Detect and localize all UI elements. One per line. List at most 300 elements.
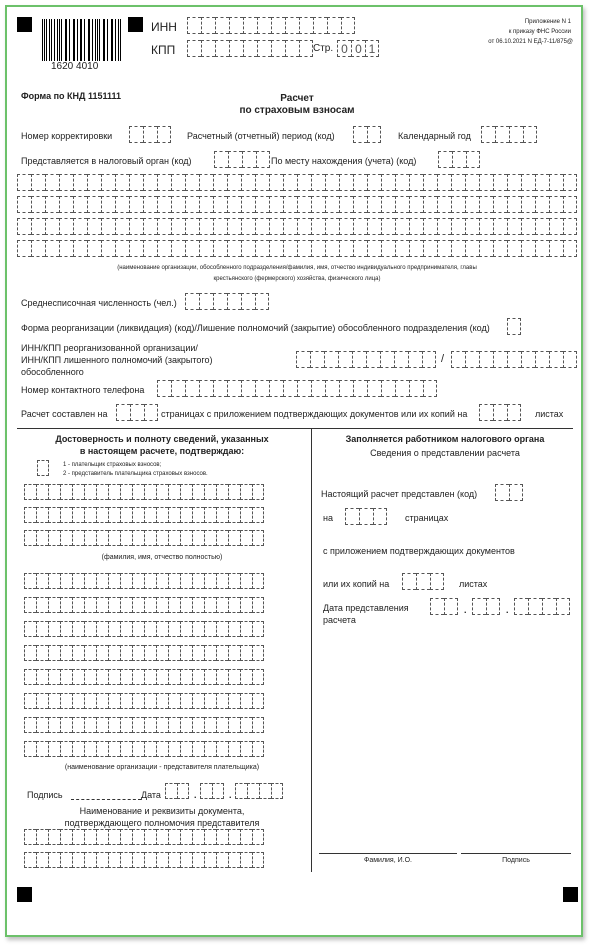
headcount-cells[interactable] (185, 293, 269, 310)
input-cell[interactable] (240, 693, 252, 709)
input-cell[interactable] (87, 240, 101, 257)
input-cell[interactable] (216, 669, 228, 685)
input-cell[interactable] (101, 218, 115, 235)
input-cell[interactable] (132, 530, 144, 546)
input-cell[interactable] (130, 404, 144, 421)
input-cell[interactable] (108, 597, 120, 613)
input-cell[interactable] (509, 126, 523, 143)
input-cell[interactable] (339, 240, 353, 257)
input-cell[interactable] (60, 645, 72, 661)
input-cell[interactable] (59, 218, 73, 235)
input-cell[interactable] (408, 351, 422, 368)
input-cell[interactable] (180, 573, 192, 589)
input-cell[interactable] (269, 218, 283, 235)
input-cell[interactable] (204, 597, 216, 613)
input-cell[interactable] (84, 597, 96, 613)
input-cell[interactable] (87, 196, 101, 213)
input-cell[interactable] (156, 829, 168, 845)
input-cell[interactable] (283, 196, 297, 213)
input-cell[interactable] (168, 507, 180, 523)
input-cell[interactable] (108, 693, 120, 709)
input-cell[interactable] (45, 218, 59, 235)
input-cell[interactable] (36, 530, 48, 546)
input-cell[interactable] (269, 380, 283, 397)
input-cell[interactable] (180, 741, 192, 757)
input-cell[interactable] (216, 693, 228, 709)
page-number-cells[interactable] (337, 40, 379, 57)
copies-sheets-cells[interactable] (402, 573, 444, 590)
input-cell[interactable] (423, 196, 437, 213)
input-cell[interactable] (24, 717, 36, 733)
input-cell[interactable] (120, 717, 132, 733)
input-cell[interactable] (240, 669, 252, 685)
input-cell[interactable] (216, 530, 228, 546)
input-cell[interactable] (48, 829, 60, 845)
input-cell[interactable] (129, 126, 143, 143)
input-cell[interactable] (437, 218, 451, 235)
input-cell[interactable] (367, 218, 381, 235)
input-cell[interactable] (240, 507, 252, 523)
input-cell[interactable] (60, 717, 72, 733)
input-cell[interactable] (17, 196, 31, 213)
input-cell[interactable] (185, 380, 199, 397)
input-cell[interactable] (228, 693, 240, 709)
input-cell[interactable] (271, 17, 285, 34)
input-cell[interactable] (395, 196, 409, 213)
input-cell[interactable] (115, 174, 129, 191)
input-cell[interactable] (325, 196, 339, 213)
input-cell[interactable] (24, 484, 36, 500)
input-cell[interactable] (156, 597, 168, 613)
input-cell[interactable] (339, 196, 353, 213)
input-cell[interactable] (36, 484, 48, 500)
input-cell[interactable] (252, 829, 264, 845)
input-cell[interactable] (115, 218, 129, 235)
input-cell[interactable] (296, 351, 310, 368)
input-cell[interactable] (180, 829, 192, 845)
input-cell[interactable] (409, 196, 423, 213)
input-cell[interactable] (36, 597, 48, 613)
input-cell[interactable] (156, 573, 168, 589)
input-cell[interactable] (156, 693, 168, 709)
input-cell[interactable] (353, 174, 367, 191)
input-cell[interactable] (156, 507, 168, 523)
input-cell[interactable] (36, 852, 48, 868)
input-cell[interactable] (240, 717, 252, 733)
input-cell[interactable] (269, 174, 283, 191)
input-cell[interactable] (132, 573, 144, 589)
input-cell[interactable] (255, 196, 269, 213)
input-cell[interactable] (24, 669, 36, 685)
input-cell[interactable] (157, 196, 171, 213)
input-cell[interactable] (327, 17, 341, 34)
input-cell[interactable] (535, 174, 549, 191)
input-cell[interactable] (199, 380, 213, 397)
input-cell[interactable] (285, 17, 299, 34)
input-cell[interactable] (297, 240, 311, 257)
input-cell[interactable] (192, 507, 204, 523)
input-cell[interactable] (213, 196, 227, 213)
input-cell[interactable] (72, 693, 84, 709)
input-cell[interactable] (367, 380, 381, 397)
input-cell[interactable] (24, 741, 36, 757)
input-cell[interactable] (204, 693, 216, 709)
input-cell[interactable] (240, 829, 252, 845)
input-cell[interactable] (409, 218, 423, 235)
input-cell[interactable] (72, 717, 84, 733)
org-name-row-3[interactable] (17, 218, 577, 235)
input-cell[interactable] (465, 351, 479, 368)
input-cell[interactable] (215, 40, 229, 57)
input-cell[interactable] (60, 829, 72, 845)
input-cell[interactable] (556, 598, 570, 615)
input-cell[interactable] (493, 174, 507, 191)
input-cell[interactable] (256, 151, 270, 168)
input-cell[interactable] (493, 218, 507, 235)
input-cell[interactable] (204, 484, 216, 500)
input-cell[interactable] (257, 40, 271, 57)
attachment-pages-cells[interactable] (479, 404, 521, 421)
input-cell[interactable] (228, 507, 240, 523)
input-cell[interactable] (339, 380, 353, 397)
input-cell[interactable] (132, 741, 144, 757)
input-cell[interactable] (36, 741, 48, 757)
input-cell[interactable] (72, 829, 84, 845)
input-cell[interactable] (73, 240, 87, 257)
input-cell[interactable] (252, 621, 264, 637)
input-cell[interactable] (216, 597, 228, 613)
input-cell[interactable] (227, 196, 241, 213)
input-cell[interactable] (359, 508, 373, 525)
input-cell[interactable] (108, 573, 120, 589)
input-cell[interactable] (73, 218, 87, 235)
input-cell[interactable] (192, 693, 204, 709)
input-cell[interactable] (216, 621, 228, 637)
input-cell[interactable] (416, 573, 430, 590)
input-cell[interactable] (252, 507, 264, 523)
input-cell[interactable] (192, 669, 204, 685)
input-cell[interactable] (215, 17, 229, 34)
input-cell[interactable] (204, 829, 216, 845)
input-cell[interactable] (84, 852, 96, 868)
input-cell[interactable] (84, 530, 96, 546)
input-cell[interactable] (48, 693, 60, 709)
input-cell[interactable] (325, 380, 339, 397)
input-cell[interactable] (311, 174, 325, 191)
input-cell[interactable] (213, 174, 227, 191)
input-cell[interactable] (409, 240, 423, 257)
input-cell[interactable] (120, 645, 132, 661)
input-cell[interactable] (481, 126, 495, 143)
input-cell[interactable] (241, 218, 255, 235)
input-cell[interactable] (563, 218, 577, 235)
input-cell[interactable] (59, 240, 73, 257)
input-cell[interactable] (228, 484, 240, 500)
input-cell[interactable] (165, 783, 177, 799)
input-cell[interactable] (423, 218, 437, 235)
input-cell[interactable] (549, 196, 563, 213)
input-cell[interactable] (192, 741, 204, 757)
input-cell[interactable] (168, 717, 180, 733)
input-cell[interactable] (228, 597, 240, 613)
input-cell[interactable] (45, 174, 59, 191)
input-cell[interactable] (493, 404, 507, 421)
input-cell[interactable] (96, 597, 108, 613)
input-cell[interactable] (60, 573, 72, 589)
input-cell[interactable] (240, 530, 252, 546)
input-cell[interactable] (229, 40, 243, 57)
input-cell[interactable] (84, 669, 96, 685)
input-cell[interactable] (240, 597, 252, 613)
input-cell[interactable] (228, 645, 240, 661)
input-cell[interactable] (120, 573, 132, 589)
input-cell[interactable] (120, 741, 132, 757)
input-cell[interactable] (228, 852, 240, 868)
input-cell[interactable] (180, 693, 192, 709)
input-cell[interactable] (72, 484, 84, 500)
input-cell[interactable] (199, 240, 213, 257)
input-cell[interactable] (479, 196, 493, 213)
input-cell[interactable] (451, 240, 465, 257)
input-cell[interactable] (156, 852, 168, 868)
input-cell[interactable] (24, 829, 36, 845)
input-cell[interactable] (157, 218, 171, 235)
input-cell[interactable] (180, 484, 192, 500)
input-cell[interactable] (341, 17, 355, 34)
kpp-cells[interactable] (187, 40, 313, 57)
input-cell[interactable] (180, 507, 192, 523)
input-cell[interactable] (216, 573, 228, 589)
input-cell[interactable] (156, 741, 168, 757)
org-name-row-4[interactable] (17, 240, 577, 257)
input-cell[interactable] (465, 218, 479, 235)
input-cell[interactable] (84, 741, 96, 757)
input-cell[interactable] (228, 530, 240, 546)
input-cell[interactable] (507, 318, 521, 335)
input-cell[interactable] (168, 621, 180, 637)
input-cell[interactable] (451, 218, 465, 235)
input-cell[interactable] (60, 741, 72, 757)
input-cell[interactable] (101, 240, 115, 257)
input-cell[interactable] (60, 852, 72, 868)
input-cell[interactable] (84, 693, 96, 709)
input-cell[interactable] (144, 741, 156, 757)
input-cell[interactable] (479, 218, 493, 235)
input-cell[interactable] (144, 693, 156, 709)
input-cell[interactable] (168, 645, 180, 661)
input-cell[interactable] (521, 240, 535, 257)
pages-cells[interactable] (116, 404, 158, 421)
input-cell[interactable] (120, 597, 132, 613)
input-cell[interactable] (409, 380, 423, 397)
input-cell[interactable] (213, 218, 227, 235)
input-cell[interactable] (171, 240, 185, 257)
input-cell[interactable] (259, 783, 271, 799)
input-cell[interactable] (535, 218, 549, 235)
input-cell[interactable] (228, 669, 240, 685)
input-cell[interactable] (338, 351, 352, 368)
input-cell[interactable] (423, 174, 437, 191)
input-cell[interactable] (507, 196, 521, 213)
input-cell[interactable] (381, 196, 395, 213)
input-cell[interactable] (84, 484, 96, 500)
input-cell[interactable] (36, 573, 48, 589)
input-cell[interactable] (31, 196, 45, 213)
input-cell[interactable] (255, 380, 269, 397)
input-cell[interactable] (72, 741, 84, 757)
input-cell[interactable] (24, 507, 36, 523)
input-cell[interactable] (367, 174, 381, 191)
input-cell[interactable] (493, 351, 507, 368)
input-cell[interactable] (243, 40, 257, 57)
input-cell[interactable] (185, 196, 199, 213)
input-cell[interactable] (252, 852, 264, 868)
input-cell[interactable] (311, 218, 325, 235)
org-rep-row-1[interactable] (24, 573, 264, 589)
input-cell[interactable] (115, 240, 129, 257)
input-cell[interactable] (48, 573, 60, 589)
input-cell[interactable] (24, 645, 36, 661)
input-cell[interactable] (144, 573, 156, 589)
input-cell[interactable] (132, 717, 144, 733)
input-cell[interactable] (495, 126, 509, 143)
input-cell[interactable] (241, 196, 255, 213)
input-cell[interactable] (156, 669, 168, 685)
input-cell[interactable] (96, 507, 108, 523)
input-cell[interactable] (252, 573, 264, 589)
input-cell[interactable] (395, 380, 409, 397)
input-cell[interactable] (373, 508, 387, 525)
input-cell[interactable] (227, 218, 241, 235)
input-cell[interactable] (452, 151, 466, 168)
input-cell[interactable] (451, 174, 465, 191)
date-month-cells[interactable] (200, 783, 224, 799)
input-cell[interactable] (129, 196, 143, 213)
phone-cells[interactable] (157, 380, 437, 397)
input-cell[interactable] (283, 174, 297, 191)
input-cell[interactable] (200, 783, 212, 799)
input-cell[interactable] (204, 741, 216, 757)
input-cell[interactable] (381, 174, 395, 191)
input-cell[interactable] (48, 717, 60, 733)
input-cell[interactable] (240, 645, 252, 661)
input-cell[interactable] (252, 530, 264, 546)
fio-row-1[interactable] (24, 484, 264, 500)
input-cell[interactable] (381, 218, 395, 235)
input-cell[interactable] (84, 507, 96, 523)
input-cell[interactable] (201, 17, 215, 34)
input-cell[interactable] (168, 741, 180, 757)
input-cell[interactable] (36, 717, 48, 733)
input-cell[interactable] (479, 404, 493, 421)
input-cell[interactable] (87, 174, 101, 191)
input-cell[interactable] (168, 693, 180, 709)
org-rep-row-2[interactable] (24, 597, 264, 613)
input-cell[interactable] (507, 174, 521, 191)
input-cell[interactable] (157, 380, 171, 397)
org-rep-row-4[interactable] (24, 645, 264, 661)
input-cell[interactable] (101, 196, 115, 213)
input-cell[interactable] (563, 240, 577, 257)
input-cell[interactable] (60, 669, 72, 685)
input-cell[interactable] (96, 669, 108, 685)
input-cell[interactable] (252, 693, 264, 709)
org-name-row-1[interactable] (17, 174, 577, 191)
input-cell[interactable] (324, 351, 338, 368)
input-cell[interactable] (313, 17, 327, 34)
input-cell[interactable] (192, 484, 204, 500)
input-cell[interactable] (255, 293, 269, 310)
input-cell[interactable] (204, 573, 216, 589)
input-cell[interactable] (252, 717, 264, 733)
input-cell[interactable] (132, 829, 144, 845)
input-cell[interactable] (325, 174, 339, 191)
input-cell[interactable] (144, 852, 156, 868)
input-cell[interactable] (228, 829, 240, 845)
input-cell[interactable] (168, 829, 180, 845)
input-cell[interactable] (185, 218, 199, 235)
input-cell[interactable] (108, 530, 120, 546)
input-cell[interactable] (120, 507, 132, 523)
input-cell[interactable] (36, 693, 48, 709)
input-cell[interactable] (180, 597, 192, 613)
input-cell[interactable] (143, 240, 157, 257)
input-cell[interactable] (563, 174, 577, 191)
presented-pages-cells[interactable] (345, 508, 387, 525)
input-cell[interactable] (120, 530, 132, 546)
input-cell[interactable] (185, 293, 199, 310)
input-cell[interactable] (367, 126, 381, 143)
input-cell[interactable] (269, 196, 283, 213)
input-cell[interactable] (297, 196, 311, 213)
input-cell[interactable] (204, 621, 216, 637)
input-cell[interactable] (213, 293, 227, 310)
input-cell[interactable] (192, 597, 204, 613)
input-cell[interactable] (395, 240, 409, 257)
input-cell[interactable] (228, 741, 240, 757)
input-cell[interactable] (507, 404, 521, 421)
input-cell[interactable] (563, 196, 577, 213)
input-cell[interactable] (144, 621, 156, 637)
input-cell[interactable] (228, 573, 240, 589)
input-cell[interactable] (31, 240, 45, 257)
input-cell[interactable] (242, 151, 256, 168)
tax-authority-cells[interactable] (214, 151, 270, 168)
input-cell[interactable] (535, 351, 549, 368)
input-cell[interactable] (493, 240, 507, 257)
reorg-cells[interactable] (507, 318, 521, 335)
input-cell[interactable] (216, 645, 228, 661)
input-cell[interactable] (24, 693, 36, 709)
input-cell[interactable] (31, 174, 45, 191)
input-cell[interactable] (129, 174, 143, 191)
input-cell[interactable] (465, 240, 479, 257)
input-cell[interactable] (402, 573, 416, 590)
input-cell[interactable] (201, 40, 215, 57)
input-cell[interactable]: 1 (365, 40, 379, 57)
input-cell[interactable] (549, 218, 563, 235)
input-cell[interactable] (204, 507, 216, 523)
input-cell[interactable] (216, 829, 228, 845)
input-cell[interactable] (84, 573, 96, 589)
input-cell[interactable] (394, 351, 408, 368)
input-cell[interactable] (171, 196, 185, 213)
input-cell[interactable] (36, 829, 48, 845)
date-day-cells[interactable] (165, 783, 189, 799)
input-cell[interactable] (120, 829, 132, 845)
input-cell[interactable] (227, 174, 241, 191)
input-cell[interactable] (36, 507, 48, 523)
